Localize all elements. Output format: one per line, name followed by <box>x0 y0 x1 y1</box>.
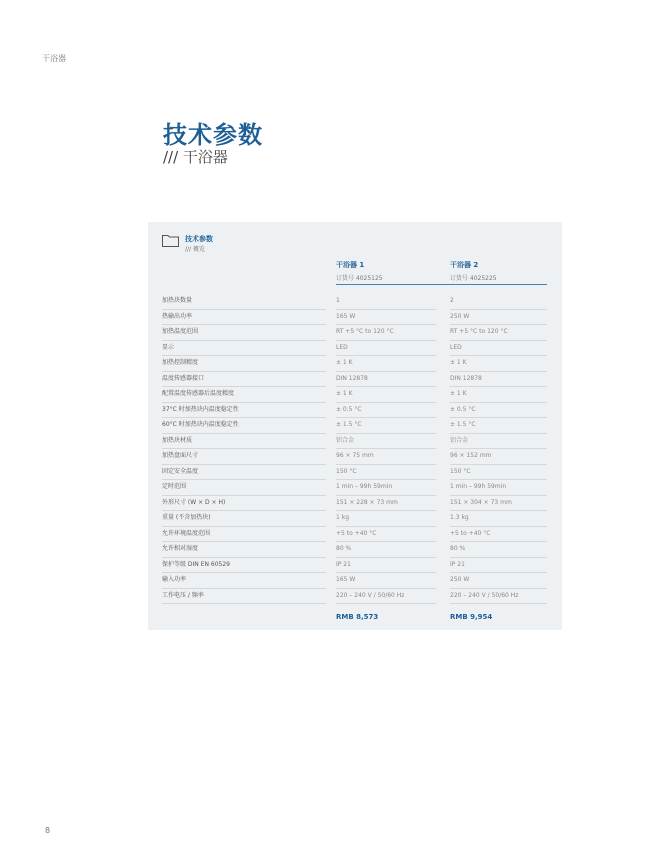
table-row <box>162 372 547 388</box>
spec-label: 工作电压 / 频率 <box>162 589 326 605</box>
spec-value-2: ± 1 K <box>450 387 547 403</box>
spec-value-2: IP 21 <box>450 558 547 574</box>
table-row <box>162 449 547 465</box>
spec-label: 允许相对湿度 <box>162 542 326 558</box>
table-row <box>162 589 547 605</box>
spec-value-1: +5 to +40 °C <box>336 527 436 543</box>
spec-value-2: ± 0.5 °C <box>450 403 547 419</box>
spec-value-1: 1 min – 99h 59min <box>336 480 436 496</box>
table-row <box>162 356 547 372</box>
page-subtitle: /// 干浴器 <box>163 148 228 166</box>
spec-value-2: LED <box>450 341 547 357</box>
spec-value-1: DIN 12878 <box>336 372 436 388</box>
spec-value-1: RT +5 °C to 120 °C <box>336 325 436 341</box>
table-row <box>162 465 547 481</box>
table-row <box>162 387 547 403</box>
column-header-2 <box>450 260 550 282</box>
spec-label: 显示 <box>162 341 326 357</box>
spec-value-1: 96 × 75 mm <box>336 449 436 465</box>
spec-label: 固定安全温度 <box>162 465 326 481</box>
spec-value-2: ± 1 K <box>450 356 547 372</box>
spec-value-1: 151 × 228 × 73 mm <box>336 496 436 512</box>
spec-label: 加热块材质 <box>162 434 326 450</box>
spec-value-2: 80 % <box>450 542 547 558</box>
table-row <box>162 418 547 434</box>
spec-value-2: 220 – 240 V / 50/60 Hz <box>450 589 547 605</box>
spec-value-1: 1 kg <box>336 511 436 527</box>
spec-value-1: 1 <box>336 294 436 310</box>
spec-value-1: 铝合金 <box>336 434 436 450</box>
spec-label: 60°C 时加热块内温度稳定性 <box>162 418 326 434</box>
spec-value-2: 1 min – 99h 59min <box>450 480 547 496</box>
spec-value-2: 250 W <box>450 310 547 326</box>
spec-label: 37°C 时加热块内温度稳定性 <box>162 403 326 419</box>
spec-value-1: LED <box>336 341 436 357</box>
table-row <box>162 341 547 357</box>
table-row <box>162 434 547 450</box>
order-number: 订货号 4025225 <box>450 275 497 282</box>
spec-value-2: 96 × 152 mm <box>450 449 547 465</box>
spec-value-2: DIN 12878 <box>450 372 547 388</box>
spec-value-2: 2 <box>450 294 547 310</box>
spec-label: 允许环境温度范围 <box>162 527 326 543</box>
table-row <box>162 573 547 589</box>
table-row <box>162 527 547 543</box>
column-header-1 <box>336 260 436 282</box>
folder-icon <box>162 234 179 247</box>
table-row <box>162 403 547 419</box>
spec-value-1: 220 – 240 V / 50/60 Hz <box>336 589 436 605</box>
spec-label: 热输出功率 <box>162 310 326 326</box>
spec-value-1: ± 1 K <box>336 387 436 403</box>
spec-value-2: +5 to +40 °C <box>450 527 547 543</box>
spec-value-1: ± 1 K <box>336 356 436 372</box>
spec-label: 外形尺寸 (W × D × H) <box>162 496 326 512</box>
table-row <box>162 542 547 558</box>
spec-value-1: 165 W <box>336 310 436 326</box>
page-number: 8 <box>45 826 51 835</box>
spec-label: 加热盘面尺寸 <box>162 449 326 465</box>
spec-value-2: 250 W <box>450 573 547 589</box>
spec-value-2: RT +5 °C to 120 °C <box>450 325 547 341</box>
spec-label: 加热温度范围 <box>162 325 326 341</box>
spec-value-2: 151 × 304 × 73 mm <box>450 496 547 512</box>
column-name: 干浴器 1 <box>336 261 365 269</box>
table-row <box>162 325 547 341</box>
table-row <box>162 558 547 574</box>
price-1: RMB 8,573 <box>336 613 379 621</box>
spec-value-1: IP 21 <box>336 558 436 574</box>
spec-label: 加热控制精度 <box>162 356 326 372</box>
table-row <box>162 511 547 527</box>
spec-table <box>162 294 547 604</box>
spec-value-1: 165 W <box>336 573 436 589</box>
running-header: 干浴器 <box>42 54 66 63</box>
spec-panel <box>148 222 562 630</box>
spec-value-2: 1.3 kg <box>450 511 547 527</box>
spec-value-1: ± 0.5 °C <box>336 403 436 419</box>
spec-value-2: 150 °C <box>450 465 547 481</box>
spec-value-1: 80 % <box>336 542 436 558</box>
spec-label: 输入功率 <box>162 573 326 589</box>
order-number: 订货号 4025125 <box>336 275 383 282</box>
spec-label: 保护等级 DIN EN 60529 <box>162 558 326 574</box>
spec-value-2: ± 1.5 °C <box>450 418 547 434</box>
page-title: 技术参数 <box>163 121 263 149</box>
price-2: RMB 9,954 <box>450 613 493 621</box>
table-row <box>162 310 547 326</box>
panel-title: 技术参数 <box>185 235 213 243</box>
spec-value-1: ± 1.5 °C <box>336 418 436 434</box>
panel-subtitle: /// 概览 <box>185 246 205 253</box>
table-row <box>162 496 547 512</box>
column-name: 干浴器 2 <box>450 261 479 269</box>
spec-value-2: 铝合金 <box>450 434 547 450</box>
header-divider <box>336 284 547 285</box>
spec-label: 配置温度传感器后温度精度 <box>162 387 326 403</box>
spec-label: 重量 (不含加热块) <box>162 511 326 527</box>
spec-value-1: 150 °C <box>336 465 436 481</box>
table-row <box>162 294 547 310</box>
spec-label: 温度传感器接口 <box>162 372 326 388</box>
table-row <box>162 480 547 496</box>
spec-label: 加热块数量 <box>162 294 326 310</box>
spec-label: 定时范围 <box>162 480 326 496</box>
